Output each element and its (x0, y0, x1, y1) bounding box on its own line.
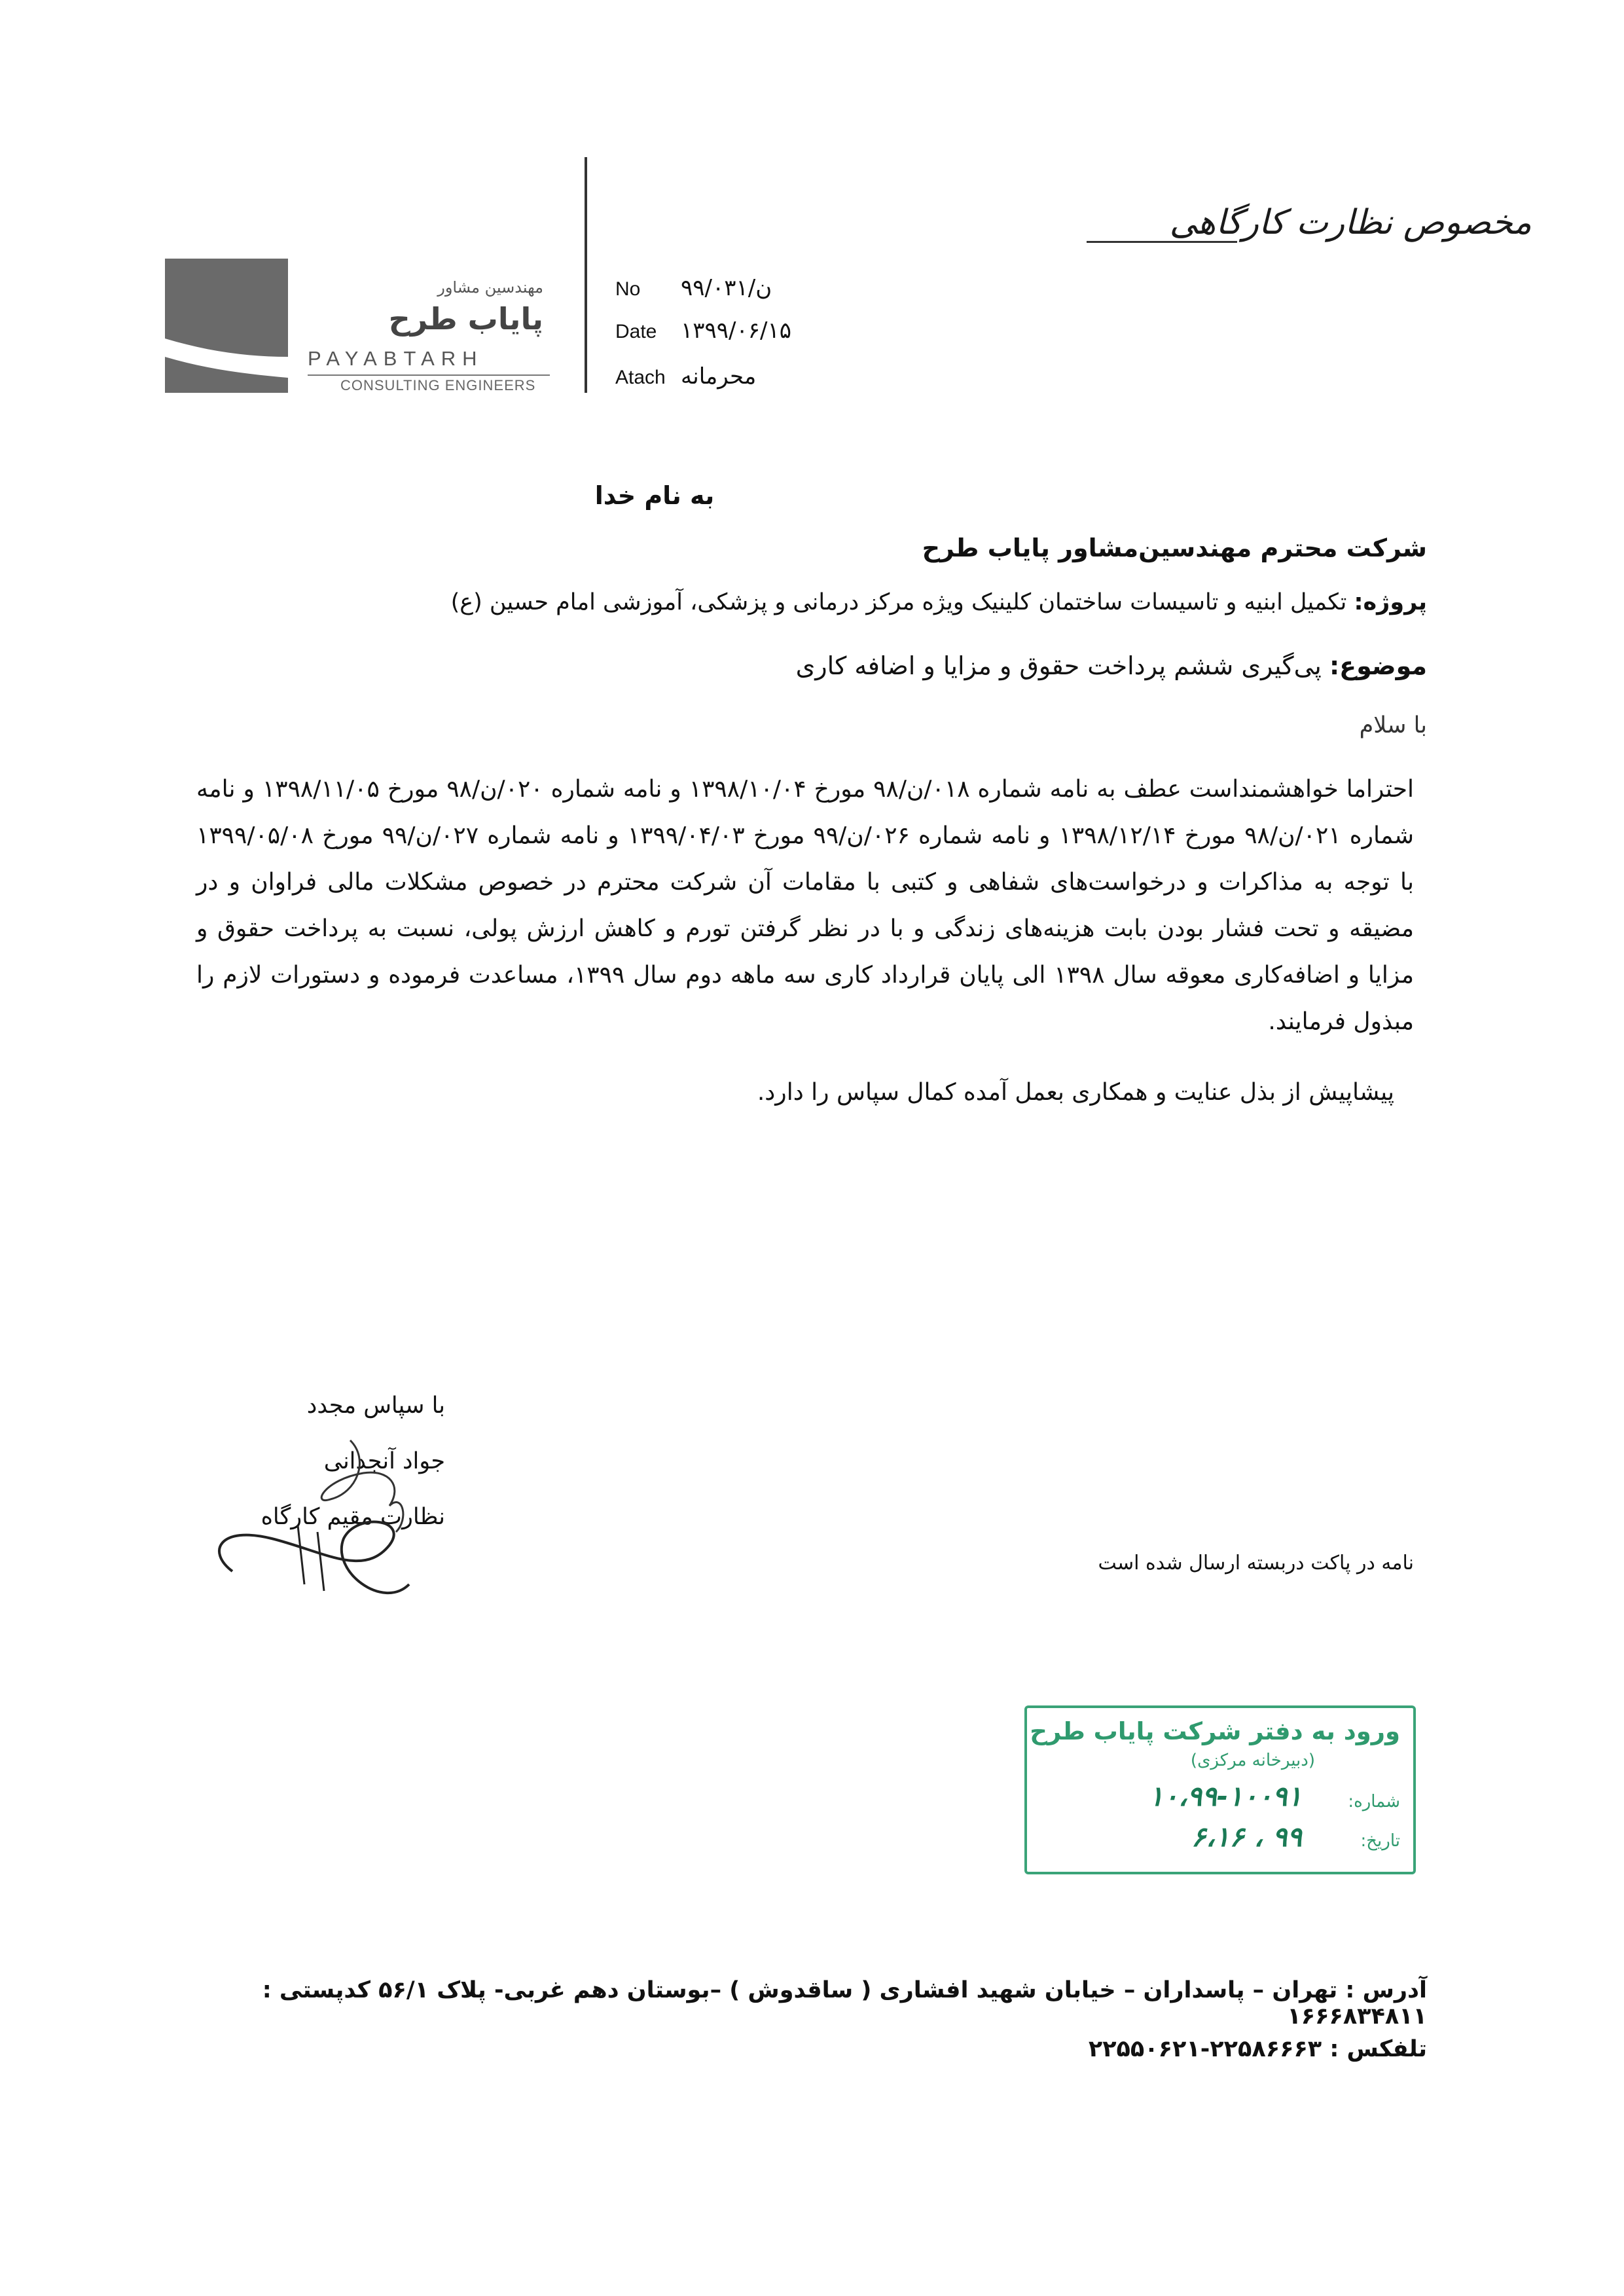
handwritten-underline (1087, 241, 1237, 243)
logo-persian-subtitle: مهندسین مشاور (437, 278, 543, 297)
subject-text: پی‌گیری ششم پرداخت حقوق و مزایا و اضافه کاری (795, 651, 1322, 680)
sent-note: نامه در پاکت دربسته ارسال شده است (1098, 1552, 1414, 1575)
handwritten-note-text: مخصوص نظارت کارگاهی (1169, 203, 1532, 242)
stamp-number-label: شماره: (1348, 1792, 1400, 1812)
letter-date-label: Date (615, 321, 657, 342)
receipt-stamp (1024, 1705, 1416, 1874)
letter-number-value: ۹۹/ن/۰۳۱ (681, 275, 772, 301)
letter-greeting: با سلام (1359, 712, 1427, 738)
logo-english-name: PAYABTARH (308, 347, 484, 370)
company-logo-icon (165, 259, 288, 393)
letter-attach-value: محرمانه (681, 363, 757, 390)
signature-thanks: با سپاس مجدد (306, 1393, 445, 1419)
subject-label: موضوع: (1329, 651, 1427, 680)
stamp-date-value: ۹۹ ، ۶،۱۶ (1191, 1821, 1302, 1853)
letter-paragraph: احتراما خواهشمنداست عطف به نامه شماره ۰۱۸/ن/۹۸ مورخ ۱۳۹۸/۱۰/۰۴ و نامه شماره ۰۲۰/ن/۹۸ مورخ ۱۳۹۸/۱۱/۰۵ و نامه شماره ۰۲۱/ن/۹۸ مورخ ۱۳۹۸/۱۲/۱۴ و نامه شماره ۰۲۶/ن/۹۹ مورخ ۱۳۹۹/۰۴/۰۳ و نامه شماره ۰۲۷/ن/۹۹ مورخ ۱۳۹۹/۰۵/۰۸ با توجه به مذاکرات و درخواست‌های شفاهی و کتبی با مقامات آن شرکت محترم در خصوص مشکلات مالی فراوان و در مضیقه و تحت فشار بودن بابت هزینه‌های زندگی و با در نظر گرفتن تورم و کاهش ارزش پولی، نسبت به پرداخت حقوق و مزایا و اضافه‌کاری معوقه سال ۱۳۹۸ الی پایان قرارداد کاری سه ماهه دوم سال ۱۳۹۹، مساعدت فرموده و دستورات لازم را مبذول فرمایند. (196, 776, 1415, 1035)
letter-recipient: شرکت محترم مهندسین‌مشاور پایاب طرح (922, 534, 1427, 562)
letter-subject (327, 651, 1427, 680)
header-divider (585, 157, 587, 393)
stamp-title: ورود به دفتر شرکت پایاب طرح (1030, 1717, 1400, 1745)
footer-address: آدرس : تهران – پاسداران – خیابان شهید افشاری ( ساقدوش ) –بوستان دهم غربی- پلاک ۵۶/۱ کدپستی : ۱۶۶۶۸۳۴۸۱۱ (262, 1977, 1427, 2030)
footer-telfax: تلفکس : ۲۲۵۸۶۶۶۳-۲۲۵۵۰۶۲۱ (1088, 2036, 1427, 2062)
letter-attach-row (615, 363, 756, 390)
logo-english-subtitle: CONSULTING ENGINEERS (340, 377, 536, 393)
letter-number-label: No (615, 278, 641, 300)
letter-attach-label: Atach (615, 367, 666, 388)
letter-date-value: ۱۳۹۹/۰۶/۱۵ (681, 318, 792, 344)
handwritten-note (1087, 183, 1532, 268)
signature-role: نظارت مقیم کارگاه (261, 1504, 445, 1530)
handwritten-signature-icon (193, 1414, 494, 1624)
letter-project (327, 589, 1427, 615)
letter-number-row (615, 275, 772, 301)
signature-name: جواد آنجدانی (323, 1448, 445, 1474)
stamp-subtitle: (دبیرخانه مرکزی) (1190, 1751, 1315, 1770)
letter-date-row (615, 318, 791, 344)
letter-title: به نام خدا (594, 481, 715, 510)
stamp-date-label: تاریخ: (1360, 1831, 1400, 1851)
logo-divider (308, 374, 550, 376)
project-label: پروژه: (1354, 589, 1427, 615)
letter-closing: پیشاپیش از بذل عنایت و همکاری بعمل آمده کمال سپاس را دارد. (757, 1079, 1394, 1106)
stamp-number-value: ۱۰،۹۹-۱۰۰۹۱ (1148, 1780, 1302, 1812)
logo-persian-name: پایاب طرح (388, 301, 543, 337)
project-text: تکمیل ابنیه و تاسیسات ساختمان کلینیک ویژه مرکز درمانی و پزشکی، آموزشی امام حسین (ع) (450, 589, 1347, 615)
